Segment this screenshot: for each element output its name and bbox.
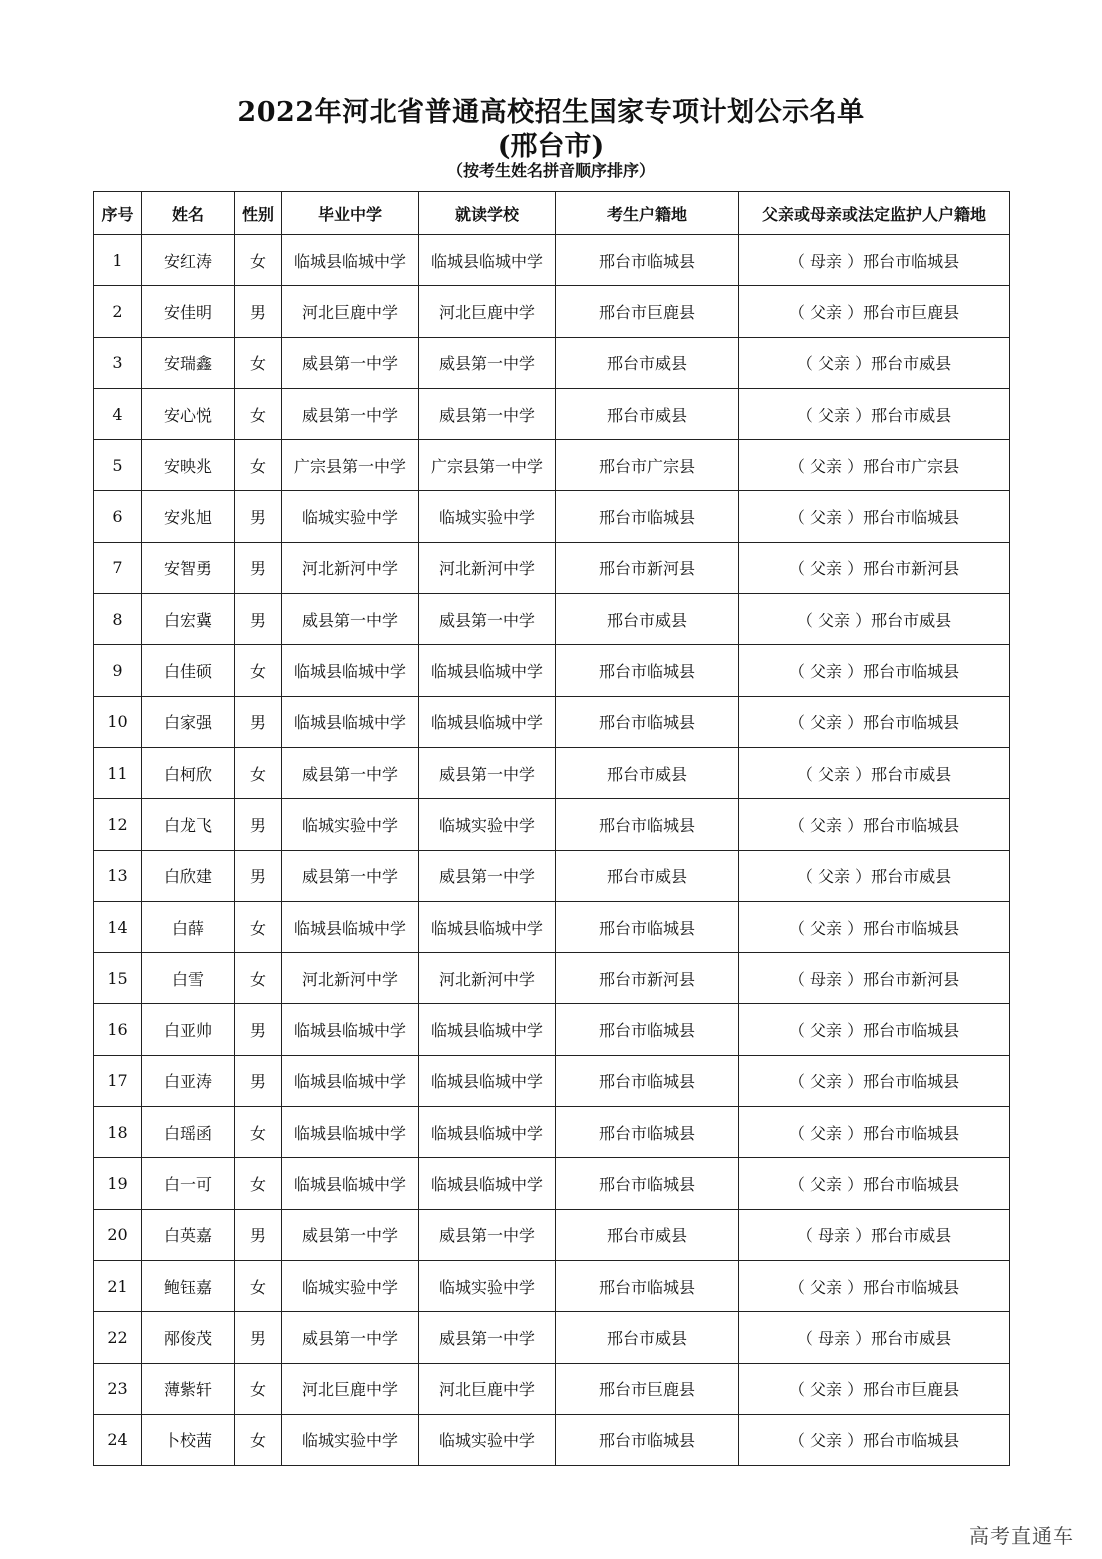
cell-name: 白欣建	[142, 850, 235, 901]
cell-gender: 女	[235, 1363, 282, 1414]
cell-guardian-registration: （ 父亲 ）邢台市巨鹿县	[739, 1363, 1010, 1414]
cell-graduated-school: 临城县临城中学	[282, 235, 419, 286]
cell-index: 17	[94, 1055, 142, 1106]
header-graduated-school: 毕业中学	[282, 192, 419, 235]
cell-household-registration: 邢台市新河县	[556, 542, 739, 593]
table-row	[94, 747, 1010, 798]
header-index: 序号	[94, 192, 142, 235]
cell-index: 11	[94, 747, 142, 798]
cell-current-school: 临城县临城中学	[419, 696, 556, 747]
cell-current-school: 河北巨鹿中学	[419, 286, 556, 337]
roster-body	[94, 235, 1010, 1466]
cell-guardian-registration: （ 父亲 ）邢台市广宗县	[739, 440, 1010, 491]
cell-current-school: 临城县临城中学	[419, 1055, 556, 1106]
cell-name: 安瑞鑫	[142, 337, 235, 388]
cell-household-registration: 邢台市临城县	[556, 491, 739, 542]
cell-guardian-registration: （ 父亲 ）邢台市威县	[739, 850, 1010, 901]
table-row	[94, 1312, 1010, 1363]
cell-guardian-registration: （ 父亲 ）邢台市威县	[739, 388, 1010, 439]
cell-index: 7	[94, 542, 142, 593]
watermark: 高考直通车	[969, 1524, 1074, 1548]
cell-name: 白龙飞	[142, 799, 235, 850]
header-gender: 性别	[235, 192, 282, 235]
cell-guardian-registration: （ 父亲 ）邢台市临城县	[739, 901, 1010, 952]
cell-current-school: 临城实验中学	[419, 491, 556, 542]
cell-household-registration: 邢台市临城县	[556, 1260, 739, 1311]
table-row	[94, 440, 1010, 491]
cell-name: 安智勇	[142, 542, 235, 593]
cell-guardian-registration: （ 父亲 ）邢台市临城县	[739, 799, 1010, 850]
cell-name: 安兆旭	[142, 491, 235, 542]
cell-graduated-school: 河北巨鹿中学	[282, 286, 419, 337]
cell-name: 白佳硕	[142, 645, 235, 696]
cell-current-school: 威县第一中学	[419, 1209, 556, 1260]
cell-graduated-school: 威县第一中学	[282, 747, 419, 798]
cell-index: 18	[94, 1107, 142, 1158]
table-row	[94, 1414, 1010, 1465]
cell-guardian-registration: （ 父亲 ）邢台市临城县	[739, 1004, 1010, 1055]
cell-current-school: 临城实验中学	[419, 1260, 556, 1311]
cell-graduated-school: 威县第一中学	[282, 1209, 419, 1260]
table-row	[94, 1158, 1010, 1209]
cell-gender: 男	[235, 850, 282, 901]
cell-index: 4	[94, 388, 142, 439]
cell-name: 薄紫轩	[142, 1363, 235, 1414]
cell-gender: 男	[235, 491, 282, 542]
cell-gender: 男	[235, 286, 282, 337]
cell-current-school: 河北新河中学	[419, 542, 556, 593]
cell-household-registration: 邢台市威县	[556, 1209, 739, 1260]
cell-current-school: 广宗县第一中学	[419, 440, 556, 491]
cell-index: 13	[94, 850, 142, 901]
cell-guardian-registration: （ 父亲 ）邢台市威县	[739, 594, 1010, 645]
cell-household-registration: 邢台市威县	[556, 1312, 739, 1363]
cell-index: 16	[94, 1004, 142, 1055]
cell-gender: 女	[235, 235, 282, 286]
cell-graduated-school: 临城县临城中学	[282, 901, 419, 952]
header-household-registration: 考生户籍地	[556, 192, 739, 235]
cell-gender: 男	[235, 799, 282, 850]
cell-graduated-school: 威县第一中学	[282, 850, 419, 901]
table-row	[94, 1055, 1010, 1106]
table-row	[94, 594, 1010, 645]
cell-index: 21	[94, 1260, 142, 1311]
table-row	[94, 235, 1010, 286]
cell-graduated-school: 威县第一中学	[282, 337, 419, 388]
cell-graduated-school: 广宗县第一中学	[282, 440, 419, 491]
table-row	[94, 1363, 1010, 1414]
cell-index: 22	[94, 1312, 142, 1363]
cell-gender: 女	[235, 337, 282, 388]
table-row	[94, 953, 1010, 1004]
table-row	[94, 337, 1010, 388]
cell-current-school: 河北巨鹿中学	[419, 1363, 556, 1414]
cell-index: 23	[94, 1363, 142, 1414]
cell-gender: 女	[235, 645, 282, 696]
cell-household-registration: 邢台市巨鹿县	[556, 286, 739, 337]
cell-household-registration: 邢台市威县	[556, 388, 739, 439]
cell-guardian-registration: （ 父亲 ）邢台市威县	[739, 337, 1010, 388]
cell-guardian-registration: （ 父亲 ）邢台市新河县	[739, 542, 1010, 593]
cell-current-school: 临城实验中学	[419, 799, 556, 850]
cell-current-school: 临城县临城中学	[419, 1004, 556, 1055]
cell-name: 白柯欣	[142, 747, 235, 798]
cell-name: 邴俊茂	[142, 1312, 235, 1363]
table-row	[94, 1209, 1010, 1260]
cell-index: 9	[94, 645, 142, 696]
cell-household-registration: 邢台市威县	[556, 337, 739, 388]
cell-household-registration: 邢台市临城县	[556, 696, 739, 747]
table-row	[94, 696, 1010, 747]
cell-gender: 男	[235, 1312, 282, 1363]
cell-gender: 男	[235, 594, 282, 645]
cell-guardian-registration: （ 父亲 ）邢台市临城县	[739, 1055, 1010, 1106]
table-row	[94, 1260, 1010, 1311]
cell-gender: 女	[235, 1158, 282, 1209]
table-row	[94, 1004, 1010, 1055]
cell-graduated-school: 河北新河中学	[282, 542, 419, 593]
cell-current-school: 临城县临城中学	[419, 1107, 556, 1158]
cell-name: 安映兆	[142, 440, 235, 491]
cell-graduated-school: 临城县临城中学	[282, 645, 419, 696]
cell-household-registration: 邢台市威县	[556, 594, 739, 645]
cell-graduated-school: 临城县临城中学	[282, 1004, 419, 1055]
header-name: 姓名	[142, 192, 235, 235]
cell-guardian-registration: （ 父亲 ）邢台市威县	[739, 747, 1010, 798]
header-current-school: 就读学校	[419, 192, 556, 235]
cell-gender: 女	[235, 1107, 282, 1158]
cell-name: 安心悦	[142, 388, 235, 439]
cell-index: 12	[94, 799, 142, 850]
cell-current-school: 威县第一中学	[419, 337, 556, 388]
cell-current-school: 临城县临城中学	[419, 1158, 556, 1209]
cell-current-school: 临城县临城中学	[419, 901, 556, 952]
cell-graduated-school: 临城实验中学	[282, 491, 419, 542]
cell-graduated-school: 河北新河中学	[282, 953, 419, 1004]
cell-household-registration: 邢台市新河县	[556, 953, 739, 1004]
cell-household-registration: 邢台市临城县	[556, 235, 739, 286]
cell-household-registration: 邢台市临城县	[556, 799, 739, 850]
cell-household-registration: 邢台市威县	[556, 850, 739, 901]
table-row	[94, 901, 1010, 952]
cell-guardian-registration: （ 父亲 ）邢台市临城县	[739, 1414, 1010, 1465]
roster-table	[93, 191, 1010, 1466]
cell-guardian-registration: （ 父亲 ）邢台市临城县	[739, 645, 1010, 696]
cell-household-registration: 邢台市临城县	[556, 1414, 739, 1465]
cell-index: 5	[94, 440, 142, 491]
cell-graduated-school: 临城县临城中学	[282, 696, 419, 747]
cell-name: 安佳明	[142, 286, 235, 337]
table-row	[94, 850, 1010, 901]
cell-index: 2	[94, 286, 142, 337]
cell-gender: 男	[235, 542, 282, 593]
cell-household-registration: 邢台市临城县	[556, 1158, 739, 1209]
header-guardian-registration: 父亲或母亲或法定监护人户籍地	[739, 192, 1010, 235]
cell-index: 10	[94, 696, 142, 747]
cell-current-school: 威县第一中学	[419, 1312, 556, 1363]
cell-gender: 女	[235, 1414, 282, 1465]
cell-index: 20	[94, 1209, 142, 1260]
cell-guardian-registration: （ 父亲 ）邢台市临城县	[739, 1158, 1010, 1209]
cell-name: 白一可	[142, 1158, 235, 1209]
cell-graduated-school: 临城县临城中学	[282, 1055, 419, 1106]
cell-gender: 女	[235, 747, 282, 798]
cell-index: 15	[94, 953, 142, 1004]
cell-household-registration: 邢台市临城县	[556, 645, 739, 696]
cell-graduated-school: 临城县临城中学	[282, 1107, 419, 1158]
cell-graduated-school: 临城县临城中学	[282, 1158, 419, 1209]
cell-current-school: 临城县临城中学	[419, 645, 556, 696]
cell-graduated-school: 威县第一中学	[282, 388, 419, 439]
cell-gender: 女	[235, 953, 282, 1004]
cell-name: 白亚帅	[142, 1004, 235, 1055]
document-subtitle: (邢台市)	[497, 131, 605, 162]
sort-note: （按考生姓名拼音顺序排序）	[446, 161, 655, 180]
cell-graduated-school: 河北巨鹿中学	[282, 1363, 419, 1414]
cell-guardian-registration: （ 母亲 ）邢台市威县	[739, 1312, 1010, 1363]
cell-household-registration: 邢台市临城县	[556, 901, 739, 952]
cell-name: 白家强	[142, 696, 235, 747]
cell-gender: 女	[235, 901, 282, 952]
cell-current-school: 临城实验中学	[419, 1414, 556, 1465]
cell-current-school: 威县第一中学	[419, 850, 556, 901]
cell-household-registration: 邢台市广宗县	[556, 440, 739, 491]
cell-index: 8	[94, 594, 142, 645]
cell-name: 鲍钰嘉	[142, 1260, 235, 1311]
cell-household-registration: 邢台市巨鹿县	[556, 1363, 739, 1414]
cell-index: 3	[94, 337, 142, 388]
cell-gender: 男	[235, 1004, 282, 1055]
cell-current-school: 威县第一中学	[419, 594, 556, 645]
cell-household-registration: 邢台市临城县	[556, 1107, 739, 1158]
cell-name: 白亚涛	[142, 1055, 235, 1106]
table-row	[94, 388, 1010, 439]
cell-name: 白雪	[142, 953, 235, 1004]
cell-index: 6	[94, 491, 142, 542]
cell-guardian-registration: （ 父亲 ）邢台市临城县	[739, 1260, 1010, 1311]
cell-current-school: 威县第一中学	[419, 388, 556, 439]
cell-name: 安红涛	[142, 235, 235, 286]
cell-gender: 男	[235, 1209, 282, 1260]
cell-guardian-registration: （ 父亲 ）邢台市巨鹿县	[739, 286, 1010, 337]
table-row	[94, 1107, 1010, 1158]
cell-current-school: 河北新河中学	[419, 953, 556, 1004]
cell-graduated-school: 临城实验中学	[282, 1414, 419, 1465]
cell-graduated-school: 临城实验中学	[282, 1260, 419, 1311]
cell-name: 白宏冀	[142, 594, 235, 645]
cell-gender: 男	[235, 696, 282, 747]
cell-name: 卜校茜	[142, 1414, 235, 1465]
cell-name: 白薛	[142, 901, 235, 952]
table-row	[94, 491, 1010, 542]
cell-name: 白英嘉	[142, 1209, 235, 1260]
document-title: 2022年河北省普通高校招生国家专项计划公示名单	[237, 97, 865, 128]
cell-graduated-school: 威县第一中学	[282, 1312, 419, 1363]
cell-index: 14	[94, 901, 142, 952]
cell-index: 19	[94, 1158, 142, 1209]
header-row	[94, 192, 1010, 235]
cell-household-registration: 邢台市临城县	[556, 1004, 739, 1055]
table-row	[94, 542, 1010, 593]
table-row	[94, 645, 1010, 696]
cell-current-school: 临城县临城中学	[419, 235, 556, 286]
cell-gender: 女	[235, 1260, 282, 1311]
cell-index: 24	[94, 1414, 142, 1465]
cell-guardian-registration: （ 父亲 ）邢台市临城县	[739, 696, 1010, 747]
cell-household-registration: 邢台市临城县	[556, 1055, 739, 1106]
cell-name: 白瑶函	[142, 1107, 235, 1158]
cell-guardian-registration: （ 父亲 ）邢台市临城县	[739, 491, 1010, 542]
cell-index: 1	[94, 235, 142, 286]
cell-guardian-registration: （ 父亲 ）邢台市临城县	[739, 1107, 1010, 1158]
table-row	[94, 286, 1010, 337]
cell-guardian-registration: （ 母亲 ）邢台市新河县	[739, 953, 1010, 1004]
cell-guardian-registration: （ 母亲 ）邢台市临城县	[739, 235, 1010, 286]
cell-gender: 男	[235, 1055, 282, 1106]
cell-current-school: 威县第一中学	[419, 747, 556, 798]
table-row	[94, 799, 1010, 850]
cell-gender: 女	[235, 440, 282, 491]
cell-gender: 女	[235, 388, 282, 439]
cell-graduated-school: 临城实验中学	[282, 799, 419, 850]
cell-household-registration: 邢台市威县	[556, 747, 739, 798]
cell-graduated-school: 威县第一中学	[282, 594, 419, 645]
cell-guardian-registration: （ 母亲 ）邢台市威县	[739, 1209, 1010, 1260]
